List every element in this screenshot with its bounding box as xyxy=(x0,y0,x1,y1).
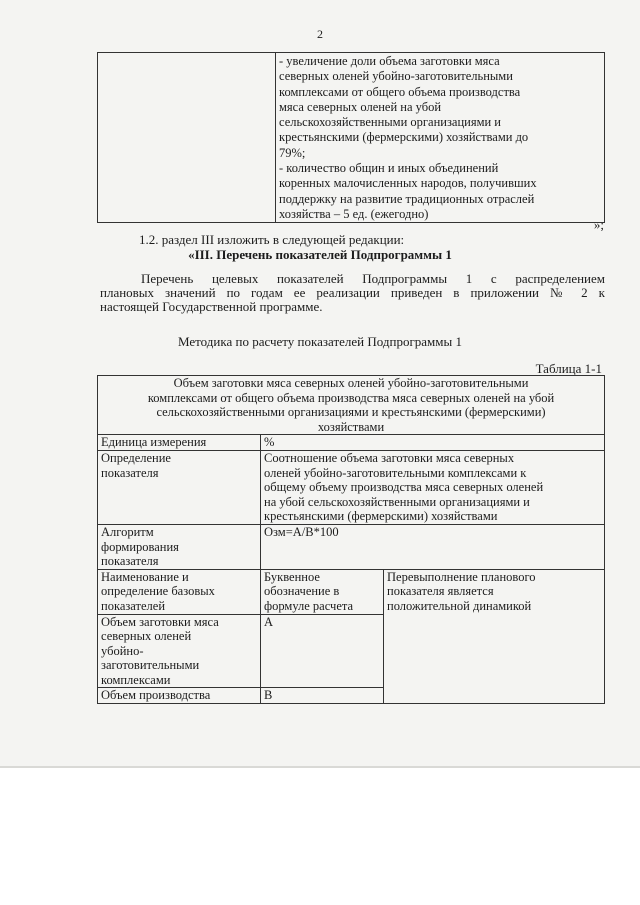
cell-line: формирования xyxy=(101,539,179,554)
text-line: - количество общин и иных объединений xyxy=(279,161,499,176)
algorithm-formula: Oзм=A/B*100 xyxy=(261,524,605,569)
page-number: 2 xyxy=(317,27,323,41)
amendment-item: 1.2. раздел III изложить в следующей редакции: xyxy=(139,232,405,247)
row-b-symbol: B xyxy=(261,688,384,704)
methodology-title: Методика по расчету показателей Подпрограммы 1 xyxy=(177,334,462,349)
body-paragraph xyxy=(100,272,605,314)
cell-line: показателя xyxy=(101,465,159,480)
indicator-table-header xyxy=(98,376,605,435)
cell-line: формуле расчета xyxy=(264,598,354,613)
text-line: 79%; xyxy=(279,145,306,160)
table-row xyxy=(98,569,605,614)
text-line: крестьянскими (фермерскими) хозяйствами до xyxy=(279,130,529,145)
cell-line: Буквенное xyxy=(264,569,320,584)
unit-label: Единица измерения xyxy=(98,435,261,451)
text-line: сельскохозяйственными организациями и xyxy=(279,115,501,130)
definition-value xyxy=(261,450,605,524)
cell-line: показателей xyxy=(101,598,166,613)
closing-quote: »; xyxy=(593,217,604,232)
table-label: Таблица 1-1 xyxy=(535,361,602,376)
paragraph-line: плановых значений по годам ее реализации приведен в приложении № 2 к xyxy=(100,285,605,300)
algorithm-label xyxy=(98,524,261,569)
cell-line: убойно- xyxy=(101,643,144,658)
paragraph-line: настоящей Государственной программе. xyxy=(100,299,323,314)
cell-line: показателя xyxy=(101,554,159,569)
row-a-symbol: A xyxy=(261,614,384,688)
cell-line: северных оленей xyxy=(101,629,192,644)
text-line: северных оленей убойно-заготовительными xyxy=(279,69,513,84)
page-bottom-edge xyxy=(0,766,640,768)
cell-line: общему объему производства мяса северных оленей xyxy=(264,480,544,495)
section-title: «III. Перечень показателей Подпрограммы 1 xyxy=(188,247,452,262)
header-line: сельскохозяйственными организациями и крестьянскими (фермерскими) xyxy=(156,405,546,420)
cell-line: Алгоритм xyxy=(101,524,154,539)
cell-line: комплексами xyxy=(101,672,171,687)
cell-line: оленей убойно-заготовительными комплексами к xyxy=(264,465,527,480)
dynamics-note xyxy=(384,569,605,703)
table-row xyxy=(98,524,605,569)
header-line: Объем заготовки мяса северных оленей убойно-заготовительными xyxy=(173,376,529,390)
table-row xyxy=(98,435,605,451)
text-line: - увеличение доли объема заготовки мяса xyxy=(279,54,500,68)
cell-line: заготовительными xyxy=(101,658,200,673)
cell-line: обозначение в xyxy=(264,584,340,599)
table-row xyxy=(98,450,605,524)
unit-value: % xyxy=(261,435,605,451)
header-line: хозяйствами xyxy=(317,419,385,434)
cell-line: Соотношение объема заготовки мяса северных xyxy=(264,450,515,465)
row-b-name: Объем производства xyxy=(98,688,261,704)
cell-line: Перевыполнение планового xyxy=(387,569,536,584)
cell-line: Объем заготовки мяса xyxy=(101,614,219,629)
paragraph-line: Перечень целевых показателей Подпрограммы 1 с распределением xyxy=(141,271,605,286)
text-line: хозяйства – 5 ед. (ежегодно) xyxy=(279,206,429,221)
top-table xyxy=(97,52,605,223)
text-line: поддержку на развитие традиционных отраслей xyxy=(279,191,535,206)
definition-label xyxy=(98,450,261,524)
row-a-name xyxy=(98,614,261,688)
cell-line: показателя является xyxy=(387,584,494,599)
cell-line: на убой сельскохозяйственными организациями и xyxy=(264,494,530,509)
text-line: мяса северных оленей на убой xyxy=(279,99,442,114)
header-line: комплексами от общего объема производства мяса северных оленей на убой xyxy=(147,390,555,405)
symbol-label xyxy=(261,569,384,614)
cell-line: Наименование и xyxy=(101,569,189,584)
base-indicators-label xyxy=(98,569,261,614)
cell-line: Определение xyxy=(101,450,171,465)
cell-line: положительной динамикой xyxy=(387,598,532,613)
top-table-text-cell xyxy=(276,53,605,223)
top-table-empty-cell xyxy=(98,53,276,223)
indicator-table xyxy=(97,375,605,704)
text-line: коренных малочисленных народов, получивших xyxy=(279,176,537,191)
cell-line: крестьянскими (фермерскими) хозяйствами xyxy=(264,509,498,524)
text-line: комплексами от общего объема производства xyxy=(279,84,521,99)
cell-line: определение базовых xyxy=(101,584,215,599)
